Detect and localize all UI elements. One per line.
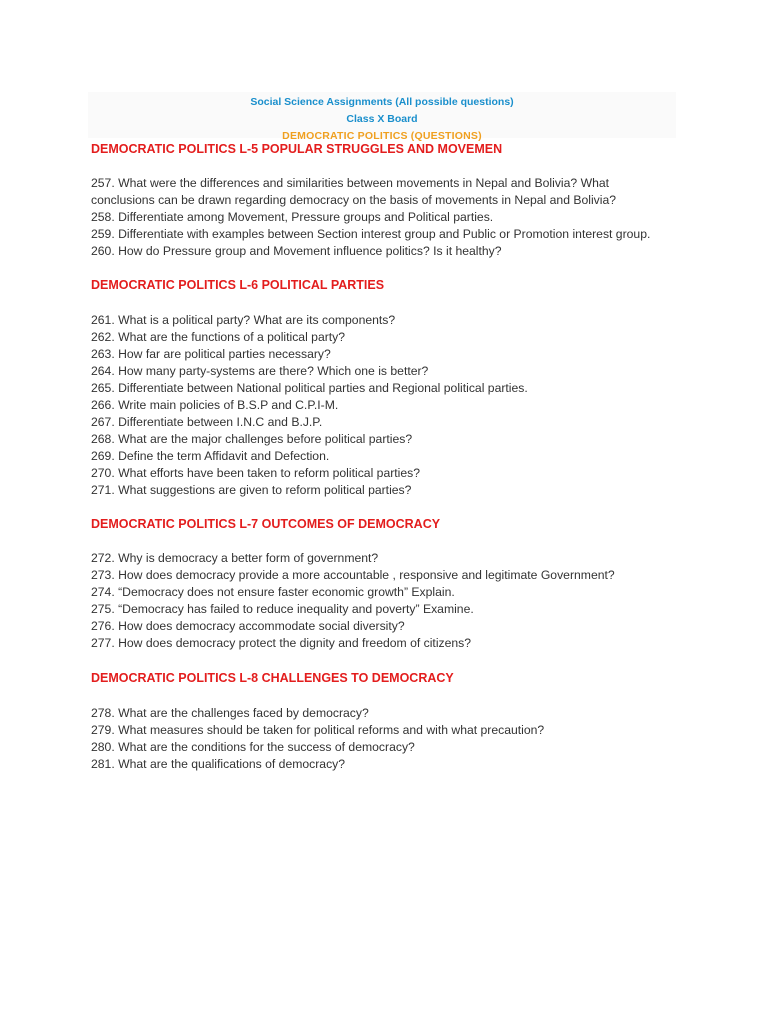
- question-item: 271. What suggestions are given to reform political parties?: [91, 483, 412, 497]
- question-item: 264. How many party-systems are there? Which one is better?: [91, 364, 429, 378]
- question-item: 263. How far are political parties necessary?: [91, 347, 331, 361]
- question-item: 260. How do Pressure group and Movement influence politics? Is it healthy?: [91, 244, 502, 258]
- question-item: 265. Differentiate between National political parties and Regional political parties.: [91, 381, 528, 395]
- question-item: 258. Differentiate among Movement, Pressure groups and Political parties.: [91, 210, 494, 224]
- question-item: 262. What are the functions of a political party?: [91, 330, 346, 344]
- question-item: 274. “Democracy does not ensure faster economic growth” Explain.: [91, 585, 455, 599]
- question-item: 276. How does democracy accommodate social diversity?: [91, 619, 405, 633]
- question-item: 272. Why is democracy a better form of government?: [91, 551, 379, 565]
- section-title: DEMOCRATIC POLITICS L-6 POLITICAL PARTIES: [91, 278, 385, 292]
- question-item: 280. What are the conditions for the success of democracy?: [91, 740, 415, 754]
- question-list: [91, 312, 691, 499]
- section-title: DEMOCRATIC POLITICS L-8 CHALLENGES TO DEMOCRACY: [91, 671, 454, 685]
- question-item: 279. What measures should be taken for political reforms and with what precaution?: [91, 723, 545, 737]
- question-item: 259. Differentiate with examples between Section interest group and Public or Promotion interest group.: [91, 227, 651, 241]
- document-subtitle: DEMOCRATIC POLITICS (QUESTIONS): [282, 130, 482, 142]
- question-item: 275. “Democracy has failed to reduce inequality and poverty” Examine.: [91, 602, 474, 616]
- question-item: conclusions can be drawn regarding democracy on the basis of movements in Nepal and Bolivia?: [91, 193, 617, 207]
- class-label: Class X Board: [346, 113, 418, 125]
- question-item: 268. What are the major challenges before political parties?: [91, 432, 413, 446]
- question-list: [91, 175, 691, 260]
- question-item: 261. What is a political party? What are its components?: [91, 313, 396, 327]
- question-item: 269. Define the term Affidavit and Defection.: [91, 449, 330, 463]
- question-item: 278. What are the challenges faced by democracy?: [91, 706, 369, 720]
- question-item: 277. How does democracy protect the dignity and freedom of citizens?: [91, 636, 472, 650]
- question-item: 281. What are the qualifications of democracy?: [91, 757, 346, 771]
- question-item: 257. What were the differences and similarities between movements in Nepal and Bolivia? What: [91, 176, 610, 190]
- question-list: [91, 705, 691, 773]
- question-item: 270. What efforts have been taken to reform political parties?: [91, 466, 421, 480]
- section-title: DEMOCRATIC POLITICS L-5 POPULAR STRUGGLES AND MOVEMEN: [91, 142, 503, 156]
- question-list: [91, 550, 691, 652]
- question-item: 266. Write main policies of B.S.P and C.P.I-M.: [91, 398, 339, 412]
- question-item: 273. How does democracy provide a more accountable , responsive and legitimate Government?: [91, 568, 615, 582]
- document-title: Social Science Assignments (All possible questions): [250, 96, 514, 108]
- section-title: DEMOCRATIC POLITICS L-7 OUTCOMES OF DEMOCRACY: [91, 517, 441, 531]
- question-item: 267. Differentiate between I.N.C and B.J.P.: [91, 415, 323, 429]
